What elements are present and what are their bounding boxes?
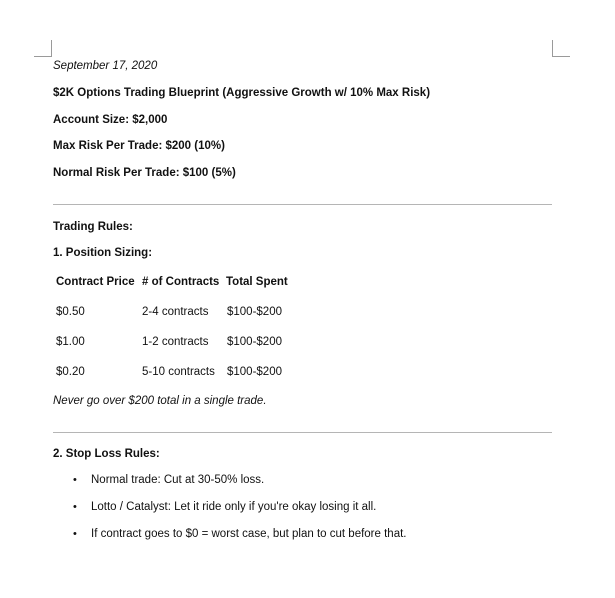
- table-cell: $100-$200: [227, 366, 282, 378]
- list-item-text: Lotto / Catalyst: Let it ride only if you're okay losing it all.: [91, 501, 377, 513]
- max-risk-line: Max Risk Per Trade: $200 (10%): [53, 140, 225, 152]
- divider: [53, 432, 552, 433]
- table-cell: 5-10 contracts: [142, 366, 215, 378]
- table-cell: $0.50: [56, 306, 85, 318]
- bullet-icon: •: [73, 474, 77, 486]
- rules-heading: Trading Rules:: [53, 221, 133, 233]
- crop-mark-top-left: [34, 40, 52, 57]
- table-cell: 1-2 contracts: [142, 336, 209, 348]
- position-sizing-note: Never go over $200 total in a single trade.: [53, 395, 267, 407]
- bullet-icon: •: [73, 501, 77, 513]
- crop-mark-top-right: [552, 40, 570, 57]
- list-item-text: Normal trade: Cut at 30-50% loss.: [91, 474, 265, 486]
- normal-risk-line: Normal Risk Per Trade: $100 (5%): [53, 167, 236, 179]
- account-size-line: Account Size: $2,000: [53, 114, 168, 126]
- list-item-text: If contract goes to $0 = worst case, but plan to cut before that.: [91, 528, 407, 540]
- bullet-icon: •: [73, 528, 77, 540]
- table-header-cell: # of Contracts: [142, 276, 220, 288]
- table-cell: $100-$200: [227, 306, 282, 318]
- table-cell: $100-$200: [227, 336, 282, 348]
- table-header-cell: Total Spent: [226, 276, 288, 288]
- document-date: September 17, 2020: [53, 60, 158, 72]
- table-cell: $1.00: [56, 336, 85, 348]
- stop-loss-heading: 2. Stop Loss Rules:: [53, 448, 160, 460]
- document-title: $2K Options Trading Blueprint (Aggressive Growth w/ 10% Max Risk): [53, 87, 431, 99]
- divider: [53, 204, 552, 205]
- table-cell: $0.20: [56, 366, 85, 378]
- table-cell: 2-4 contracts: [142, 306, 209, 318]
- table-header-cell: Contract Price: [56, 276, 135, 288]
- position-sizing-heading: 1. Position Sizing:: [53, 247, 153, 259]
